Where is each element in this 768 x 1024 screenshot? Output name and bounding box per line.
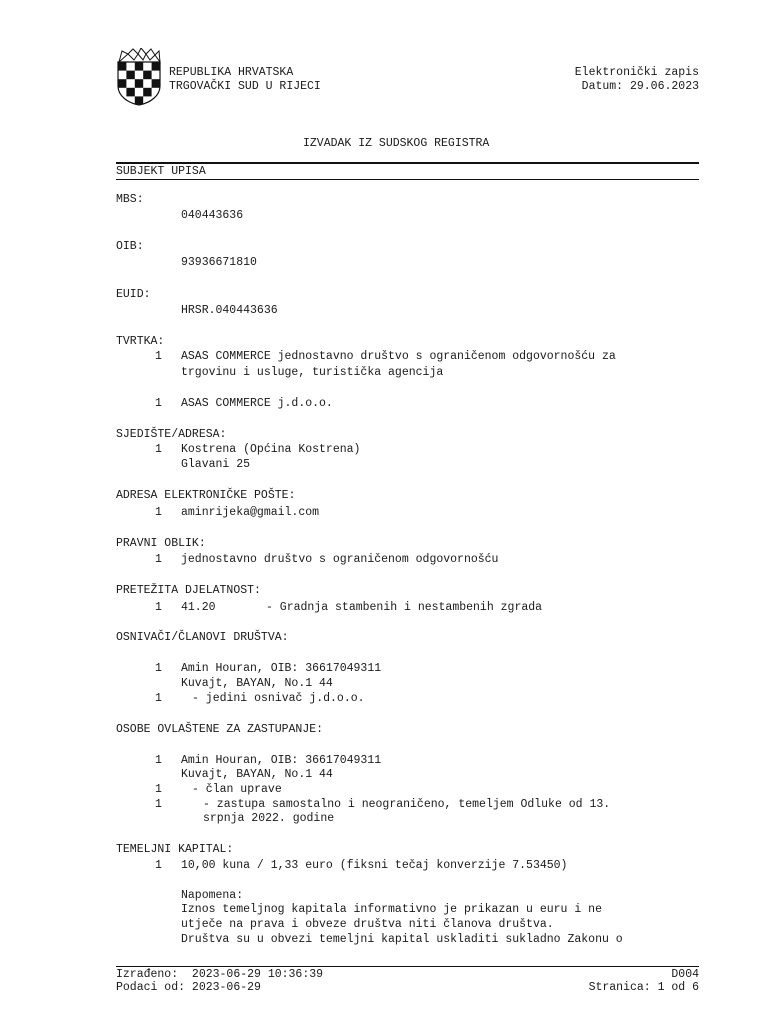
kapital-number: 1 [155, 859, 162, 872]
kapital-value: 10,00 kuna / 1,33 euro (fiksni tečaj konverzije 7.53450) [181, 859, 568, 872]
osobe-label: OSOBE OVLAŠTENE ZA ZASTUPANJE: [116, 723, 324, 736]
djelatnost-label: PRETEŽITA DJELATNOST: [116, 584, 261, 597]
header-court: TRGOVAČKI SUD U RIJECI [169, 80, 321, 93]
osobe-auth-line2: srpnja 2022. godine [203, 812, 335, 825]
pravni-oblik-value: jednostavno društvo s ograničenom odgovornošću [181, 553, 499, 566]
pravni-oblik-label: PRAVNI OBLIK: [116, 537, 206, 550]
osobe-auth-number: 1 [155, 798, 162, 811]
footer-created: Izrađeno: 2023-06-29 10:36:39 [116, 968, 324, 981]
section-title: SUBJEKT UPISA [116, 165, 206, 178]
tvrtka-short-number: 1 [155, 397, 162, 410]
email-number: 1 [155, 506, 162, 519]
section-top-rule [116, 162, 699, 164]
djelatnost-desc: - Gradnja stambenih i nestambenih zgrada [266, 601, 543, 614]
osobe-number: 1 [155, 754, 162, 767]
mbs-label: MBS: [116, 193, 144, 206]
header-country: REPUBLIKA HRVATSKA [169, 66, 294, 79]
kapital-label: TEMELJNI KAPITAL: [116, 843, 234, 856]
sjediste-label: SJEDIŠTE/ADRESA: [116, 428, 227, 441]
croatian-coat-of-arms-icon [116, 48, 162, 106]
euid-label: EUID: [116, 288, 151, 301]
osobe-line1: Amin Houran, OIB: 36617049311 [181, 754, 382, 767]
section-bottom-rule [116, 179, 699, 180]
djelatnost-code: 41.20 [181, 601, 216, 614]
osnivaci-label: OSNIVAČI/ČLANOVI DRUŠTVA: [116, 631, 289, 644]
footer-rule [116, 966, 699, 967]
sjediste-line2: Glavani 25 [181, 458, 251, 471]
footer-data-from: Podaci od: 2023-06-29 [116, 981, 261, 994]
sjediste-number: 1 [155, 443, 162, 456]
mbs-value: 040443636 [181, 209, 244, 222]
kapital-note-line3: Društva su u obvezi temeljni kapital uskladiti sukladno Zakonu o [181, 933, 623, 946]
email-label: ADRESA ELEKTRONIČKE POŠTE: [116, 489, 296, 502]
pravni-oblik-number: 1 [155, 553, 162, 566]
osobe-role: - član uprave [192, 783, 282, 796]
oib-label: OIB: [116, 240, 144, 253]
email-value: aminrijeka@gmail.com [181, 506, 320, 519]
header-date: Datum: 29.06.2023 [581, 80, 699, 93]
sjediste-line1: Kostrena (Općina Kostrena) [181, 443, 361, 456]
kapital-note-label: Napomena: [181, 889, 244, 902]
djelatnost-number: 1 [155, 601, 162, 614]
oib-value: 93936671810 [181, 256, 257, 269]
tvrtka-number: 1 [155, 350, 162, 363]
osnivaci-line2: Kuvajt, BAYAN, No.1 44 [181, 677, 333, 690]
footer-page: Stranica: 1 od 6 [588, 981, 699, 994]
tvrtka-short: ASAS COMMERCE j.d.o.o. [181, 397, 333, 410]
osnivaci-role-number: 1 [155, 692, 162, 705]
tvrtka-line1: ASAS COMMERCE jednostavno društvo s ograničenom odgovornošću za [181, 350, 616, 363]
osobe-line2: Kuvajt, BAYAN, No.1 44 [181, 768, 333, 781]
tvrtka-line2: trgovinu i usluge, turistička agencija [181, 366, 444, 379]
osnivaci-role: - jedini osnivač j.d.o.o. [192, 692, 365, 705]
kapital-note-line2: utječe na prava i obveze društva niti članova društva. [181, 918, 554, 931]
header-record-type: Elektronički zapis [574, 66, 699, 79]
osobe-auth-line1: - zastupa samostalno i neograničeno, temeljem Odluke od 13. [203, 798, 611, 811]
euid-value: HRSR.040443636 [181, 304, 278, 317]
osobe-role-number: 1 [155, 783, 162, 796]
footer-code: D004 [671, 968, 699, 981]
document-title: IZVADAK IZ SUDSKOG REGISTRA [303, 137, 490, 150]
tvrtka-label: TVRTKA: [116, 335, 165, 348]
kapital-note-line1: Iznos temeljnog kapitala informativno je prikazan u euru i ne [181, 903, 602, 916]
osnivaci-line1: Amin Houran, OIB: 36617049311 [181, 662, 382, 675]
osnivaci-number: 1 [155, 662, 162, 675]
